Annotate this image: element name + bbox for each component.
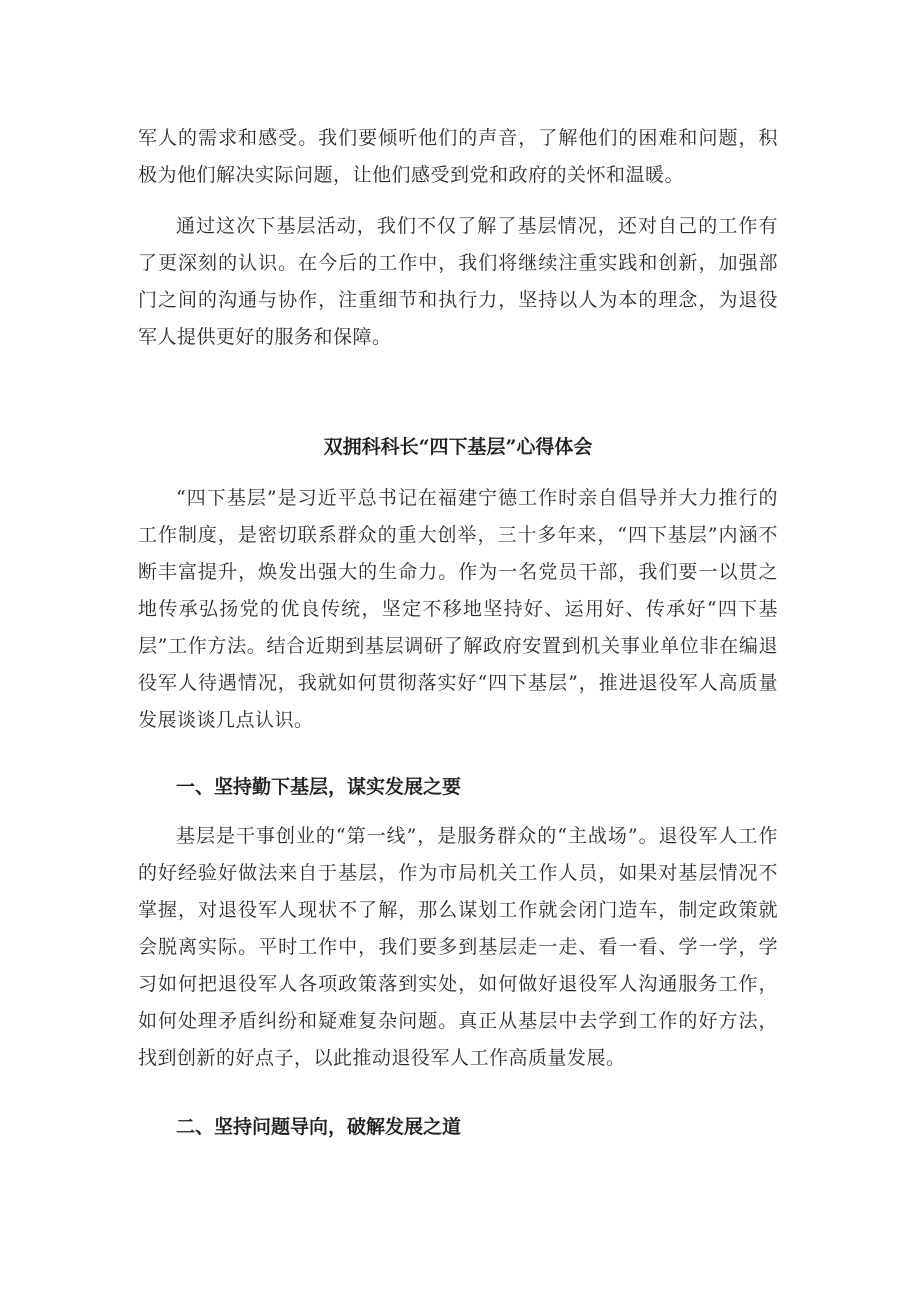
document-title: 双拥科科长“四下基层”心得体会 xyxy=(323,436,593,458)
section-heading-1: 一、坚持勤下基层，谋实发展之要 xyxy=(176,776,462,798)
paragraph-summary: 通过这次下基层活动，我们不仅了解了基层情况，还对自己的工作有了更深刻的认识。在今后的工作中，我们将继续注重实践和创新，加强部门之间的沟通与协作，注重细节和执行力，坚持以人为本的理念，为退役军人提供更好的服务和保障。 xyxy=(138,215,778,348)
paragraph-section-1: 基层是干事创业的“第一线”，是服务群众的“主战场”。退役军人工作的好经验好做法来自于基层，作为市局机关工作人员，如果对基层情况不掌握，对退役军人现状不了解，那么谋划工作就会闭门造车，制定政策就会脱离实际。平时工作中，我们要多到基层走一走、看一看、学一学，学习如何把退役军人各项政策落到实处，如何做好退役军人沟通服务工作，如何处理矛盾纠纷和疑难复杂问题。真正从基层中去学到工作的好方法，找到创新的好点子，以此推动退役军人工作高质量发展。 xyxy=(138,825,778,1069)
section-heading-2: 二、坚持问题导向，破解发展之道 xyxy=(176,1116,462,1138)
paragraph-intro: “四下基层”是习近平总书记在福建宁德工作时亲自倡导并大力推行的工作制度，是密切联系群众的重大创举，三十多年来，“四下基层”内涵不断丰富提升，焕发出强大的生命力。作为一名党员干部，我们要一以贯之地传承弘扬党的优良传统，坚定不移地坚持好、运用好、传承好“四下基层”工作方法。结合近期到基层调研了解政府安置到机关事业单位非在编退役军人待遇情况，我就如何贯彻落实好“四下基层”，推进退役军人高质量发展谈谈几点认识。 xyxy=(138,487,778,731)
paragraph-continued: 军人的需求和感受。我们要倾听他们的声音，了解他们的困难和问题，积极为他们解决实际问题，让他们感受到党和政府的关怀和温暖。 xyxy=(138,127,778,186)
